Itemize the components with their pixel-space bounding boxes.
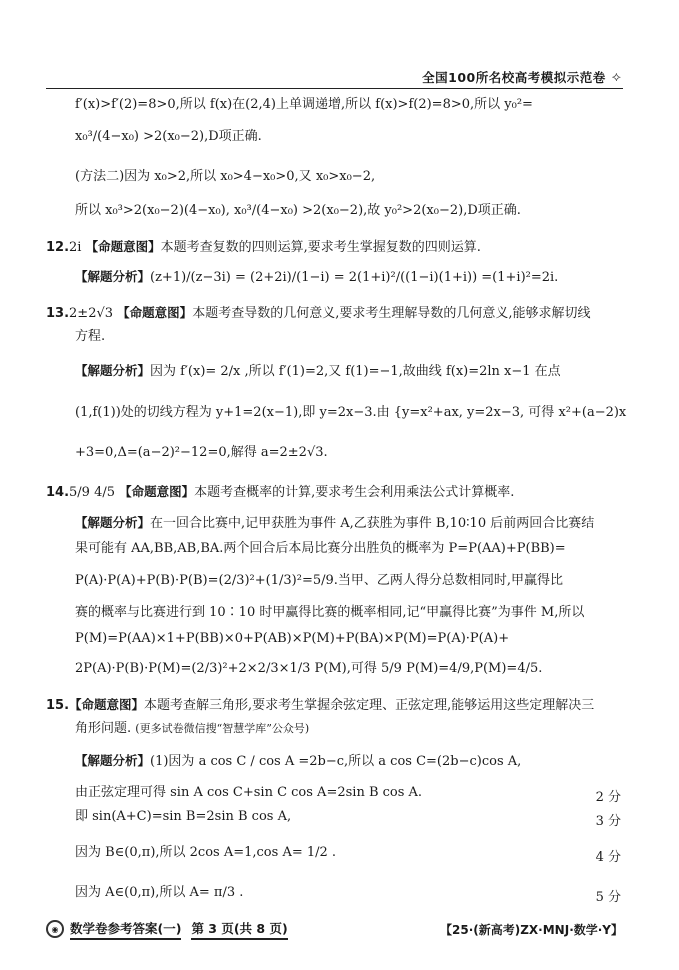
- line-1: f′(x)>f′(2)=8>0,所以 f(x)在(2,4)上单调递增,所以 f(x)>f(2)=8>0,所以 y₀²=: [75, 97, 533, 112]
- footer-code: 【25·(新高考)ZX·MNJ·数学·Y】: [440, 922, 623, 937]
- q15-solution-line3: 即 sin(A+C)=sin B=2sin B cos A,: [75, 809, 292, 824]
- q12-number: 12.: [46, 240, 70, 255]
- header-rule: [46, 88, 623, 89]
- q14-solution-line4: 赛的概率与比赛进行到 10∶10 时甲赢得比赛的概率相同,记“甲赢得比赛”为事件 M,所以: [75, 605, 585, 620]
- q13-solution-line3: +3=0,Δ=(a−2)²−12=0,解得 a=2±2√3.: [75, 445, 328, 460]
- q13-intent: 本题考查导数的几何意义,要求考生理解导数的几何意义,能够求解切线: [192, 306, 591, 321]
- q13-answer: 2±2√3: [69, 306, 114, 321]
- q14-number: 14.: [46, 485, 70, 500]
- q15-intent-text2: 角形问题.: [75, 721, 132, 736]
- q13-solution-line1: [75, 364, 561, 379]
- q14-solution-line3: P(A)·P(A)+P(B)·P(B)=(2/3)²+(1/3)²=5/9.当甲、乙两人得分总数相同时,甲赢得比: [75, 573, 564, 588]
- score-2: 2 分: [595, 790, 621, 805]
- q15-solution-tag: 【解题分析】: [75, 753, 151, 768]
- line-3: (方法二)因为 x₀>2,所以 x₀>4−x₀>0,又 x₀>x₀−2,: [75, 169, 376, 184]
- footer-left: [46, 919, 288, 940]
- q14-solution-tag: 【解题分析】: [75, 515, 151, 530]
- score-5: 5 分: [595, 890, 621, 905]
- q12-solution-text: (z+1)/(z−3i) = (2+2i)/(1−i) = 2(1+i)²/((1−i)(1+i)) =(1+i)²=2i.: [150, 270, 559, 285]
- page-footer: [46, 917, 623, 941]
- score-3: 3 分: [595, 814, 621, 829]
- q13-intent-line2: 方程.: [75, 329, 106, 344]
- q14-solution-line6: 2P(A)·P(B)·P(M)=(2/3)²+2×2/3×1/3 P(M),可得 5/9 P(M)=4/9,P(M)=4/5.: [75, 661, 543, 676]
- q15-number: 15.: [46, 698, 70, 713]
- q13-number: 13.: [46, 306, 70, 321]
- q15-heading: [46, 698, 594, 713]
- q15-solution-line2: 由正弦定理可得 sin A cos C+sin C cos A=2sin B cos A.: [75, 785, 423, 800]
- q12-intent-tag: 【命题意图】: [85, 239, 161, 254]
- q14-heading: [46, 485, 514, 500]
- q13-heading: [46, 306, 590, 321]
- page-header: [422, 66, 621, 88]
- q15-intent: 本题考查解三角形,要求考生掌握余弦定理、正弦定理,能够运用这些定理解决三: [144, 698, 595, 713]
- q12-intent: 本题考查复数的四则运算,要求考生掌握复数的四则运算.: [160, 240, 481, 255]
- q14-solution-text: 在一回合比赛中,记甲获胜为事件 A,乙获胜为事件 B,10∶10 后前两回合比赛结: [150, 516, 595, 531]
- q13-solution-line2: (1,f(1))处的切线方程为 y+1=2(x−1),即 y=2x−3.由 {y=x²+ax, y=2x−3, 可得 x²+(a−2)x: [75, 405, 627, 420]
- q14-solution-line5: P(M)=P(AA)×1+P(BB)×0+P(AB)×P(M)+P(BA)×P(M)=P(A)·P(A)+: [75, 631, 510, 646]
- q12-solution: [75, 270, 558, 285]
- q14-intent: 本题考查概率的计算,要求考生会利用乘法公式计算概率.: [194, 485, 515, 500]
- q15-intent-line2: [75, 722, 309, 736]
- score-4: 4 分: [595, 850, 621, 865]
- footer-page: 第 3 页(共 8 页): [191, 919, 287, 940]
- q14-intent-tag: 【命题意图】: [119, 484, 195, 499]
- q15-solution-line5: 因为 A∈(0,π),所以 A= π/3 .: [75, 885, 244, 900]
- q13-solution-tag: 【解题分析】: [75, 363, 151, 378]
- footer-subject: 数学卷参考答案(一): [70, 919, 181, 940]
- line-4: 所以 x₀³>2(x₀−2)(4−x₀), x₀³/(4−x₀) >2(x₀−2),故 y₀²>2(x₀−2),D项正确.: [75, 203, 521, 218]
- header-deco-icon: ⟡: [611, 69, 621, 85]
- q14-solution-line2: 果可能有 AA,BB,AB,BA.两个回合后本局比赛分出胜负的概率为 P=P(AA)+P(BB)=: [75, 541, 566, 556]
- q14-answer: 5/9 4/5: [69, 485, 116, 500]
- line-2: x₀³/(4−x₀) >2(x₀−2),D项正确.: [75, 129, 262, 144]
- q15-solution-text: (1)因为 a cos C / cos A =2b−c,所以 a cos C=(2b−c)cos A,: [150, 754, 522, 769]
- q12-heading: [46, 240, 481, 255]
- q15-note: (更多试卷微信搜“智慧学库”公众号): [135, 722, 310, 735]
- q15-intent-tag: 【命题意图】: [69, 697, 145, 712]
- q15-solution-line1: [75, 754, 521, 769]
- q13-solution-text: 因为 f′(x)= 2/x ,所以 f′(1)=2,又 f(1)=−1,故曲线 f(x)=2ln x−1 在点: [150, 364, 561, 379]
- header-title: 全国100所名校高考模拟示范卷: [422, 70, 606, 85]
- q12-solution-tag: 【解题分析】: [75, 269, 151, 284]
- q12-answer: 2i: [69, 240, 82, 255]
- q13-intent-tag: 【命题意图】: [117, 305, 193, 320]
- q15-solution-line4: 因为 B∈(0,π),所以 2cos A=1,cos A= 1/2 .: [75, 845, 337, 860]
- q14-solution-line1: [75, 516, 594, 531]
- logo-icon: ◉: [46, 920, 64, 938]
